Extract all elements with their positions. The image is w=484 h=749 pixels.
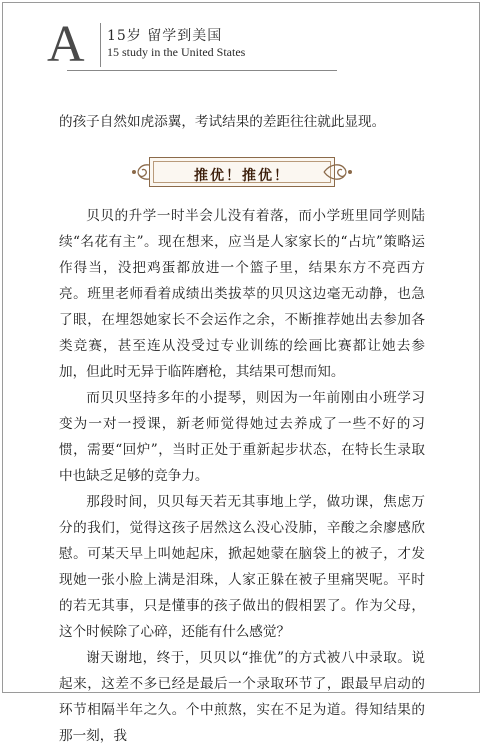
running-header-english: 15 study in the United States [107,45,246,59]
chapter-initial: A [47,16,85,73]
book-page [2,2,480,744]
header-rule [67,70,337,71]
header-divider-vertical [100,23,101,67]
ornament-right-icon [323,161,353,183]
paragraph: 贝贝的升学一时半会儿没有着落，而小学班里同学则陆续“名花有主”。现在想来，应当是人家家长的“占坑”策略运作得当，没把鸡蛋都放进一个篮子里，结果东方不亮西方亮。班里老师看着成绩出类拔萃的贝贝这边毫无动静，也急了眼，在埋怨她家长不会运作之余，不断推荐她出去参加各类竞赛，甚至连从没受过专业训练的绘画比赛都让她去参加，但此时无异于临阵磨枪，其结果可想而知。 [59,208,425,380]
paragraph: 而贝贝坚持多年的小提琴，则因为一年前刚由小班学习变为一对一授课，新老师觉得她过去养成了一些不好的习惯，需要“回炉”，当时正处于重新起步状态，在特长生录取中也缺乏足够的竞争力。 [59,390,425,484]
page-body [59,109,425,749]
paragraph: 谢天谢地，终于，贝贝以“推优”的方式被八中录取。说起来，这差不多已经是最后一个录取环节了，跟最早启动的环节相隔半年之久。个中煎熬，实在不足为道。得知结果的那一刻，我 [59,650,425,744]
section-banner [131,155,353,189]
paragraph-continued: 的孩子自然如虎添翼，考试结果的差距往往就此显现。 [59,114,386,130]
running-header-chinese: 15岁 留学到美国 [107,28,223,44]
section-title: 推优！推优！ [194,168,290,184]
paragraph: 那段时间，贝贝每天若无其事地上学，做功课，焦虑万分的我们，觉得这孩子居然这么没心没肺，辛酸之余廖感欣慰。可某天早上叫她起床，掀起她蒙在脑袋上的被子，才发现她一张小脸上满是泪珠，人家正躲在被子里痛哭呢。平时的若无其事，只是懂事的孩子做出的假相罢了。作为父母，这个时候除了心碎，还能有什么感觉？ [59,494,425,640]
